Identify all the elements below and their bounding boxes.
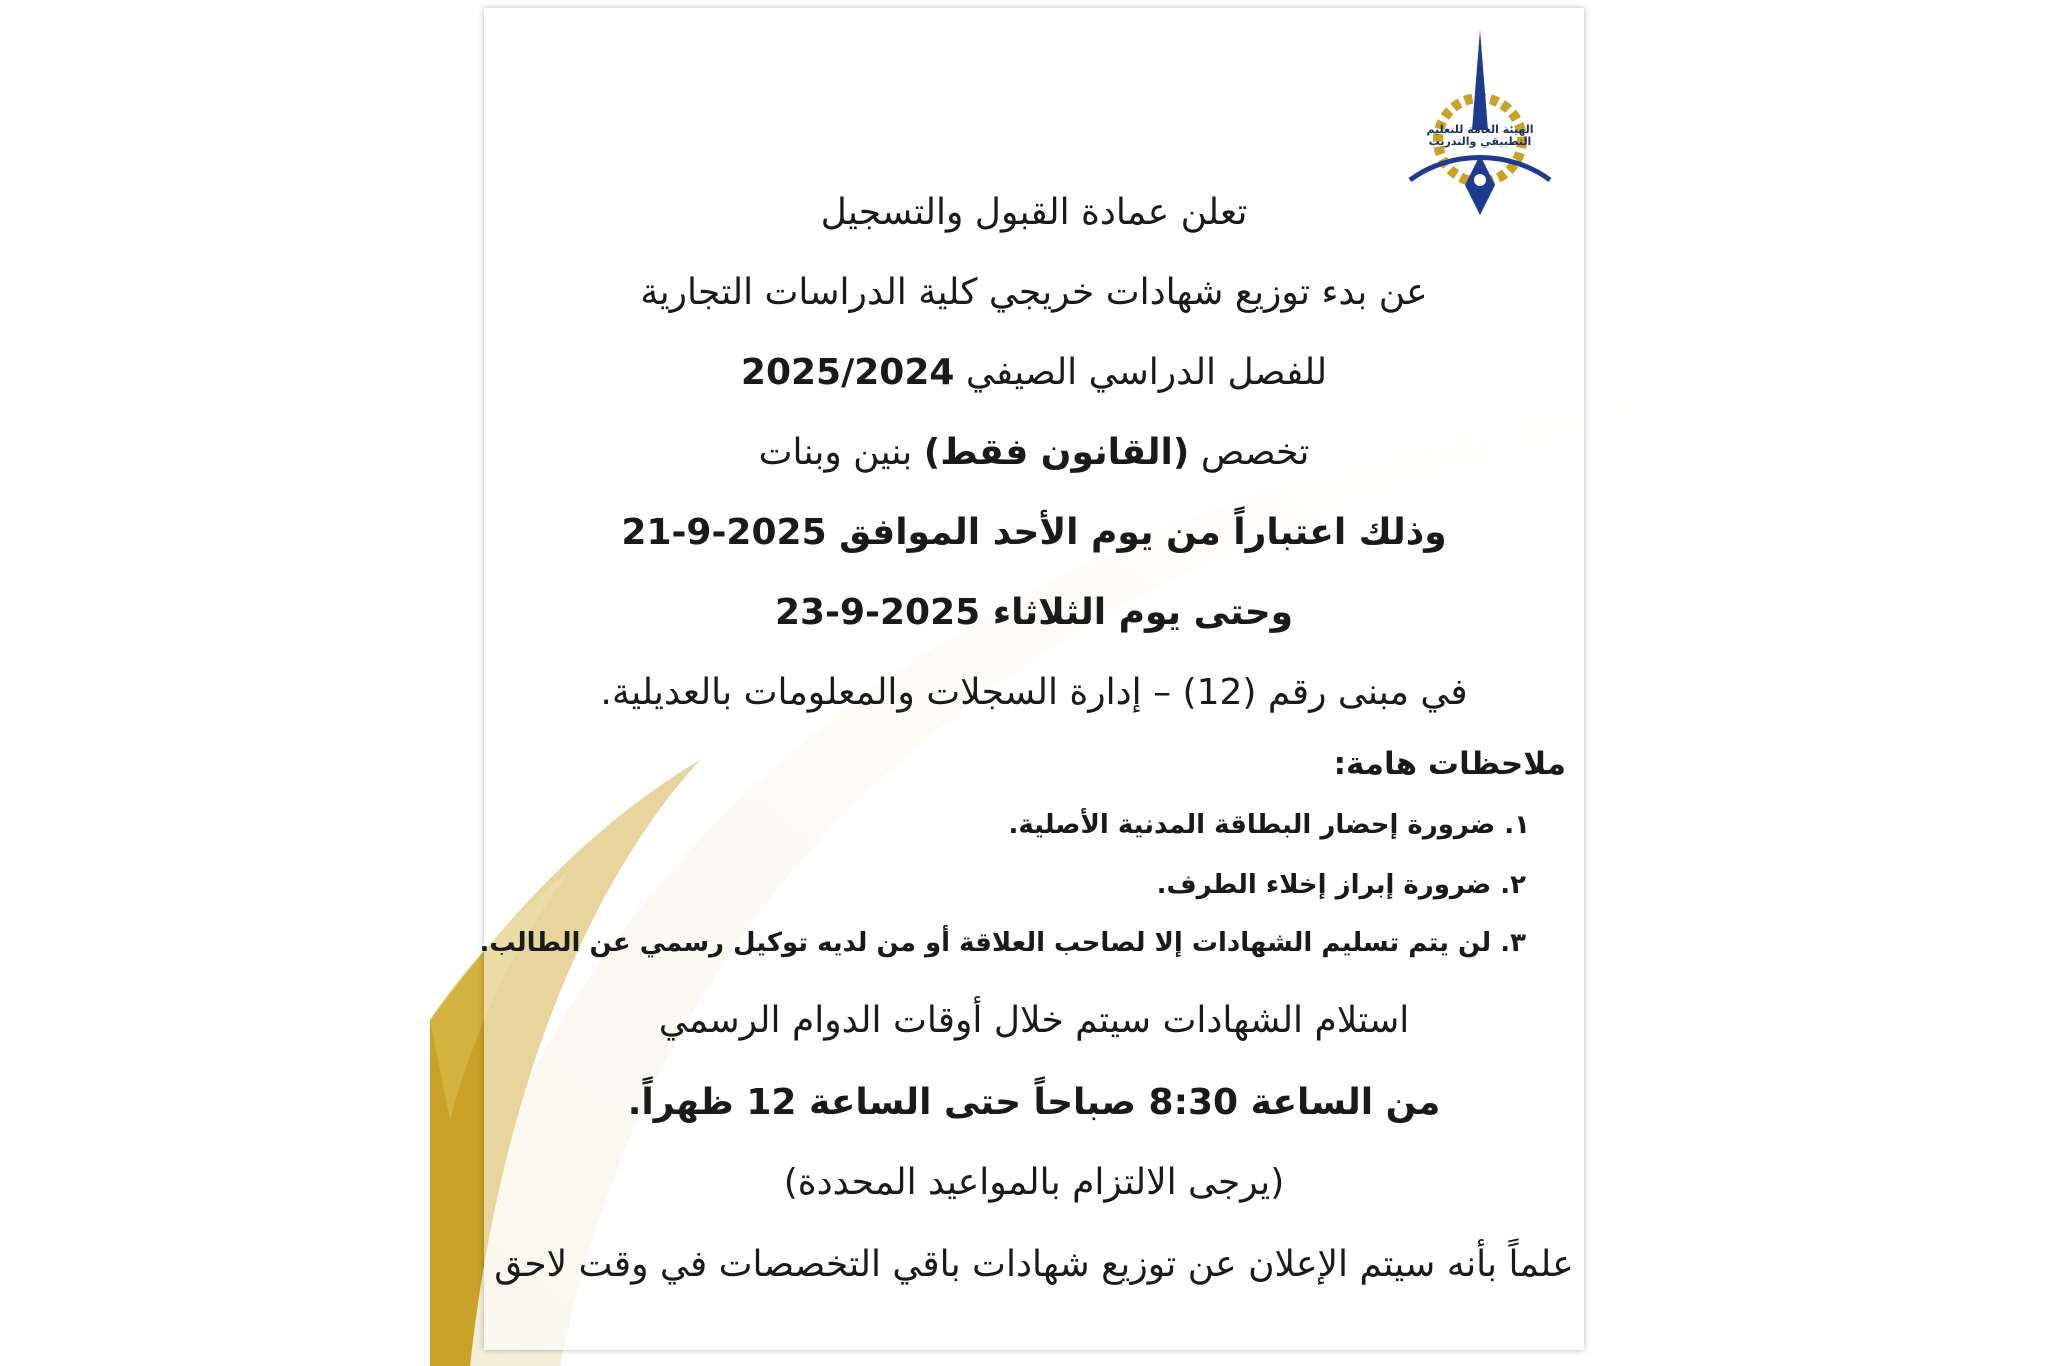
major-name: (القانون فقط)	[923, 432, 1190, 473]
start-date-text: وذلك اعتباراً من يوم الأحد الموافق	[839, 512, 1447, 553]
end-date: 23-9-2025	[774, 592, 981, 633]
hours-reminder: (يرجى الالتزام بالمواعيد المحددة)	[783, 1162, 1285, 1203]
major-prefix: تخصص	[1200, 432, 1310, 473]
semester-text: للفصل الدراسي الصيفي	[965, 352, 1328, 393]
location-line: في مبنى رقم (12) – إدارة السجلات والمعلومات بالعديلية.	[600, 672, 1468, 713]
announcement-subject: عن بدء توزيع شهادات خريجي كلية الدراسات التجارية	[640, 272, 1428, 313]
hours-intro: استلام الشهادات سيتم خلال أوقات الدوام الرسمي	[658, 1000, 1410, 1041]
major-line	[484, 432, 1584, 473]
note-item-3: ٣. لن يتم تسليم الشهادات إلا لصاحب العلاقة أو من لديه توكيل رسمي عن الطالب.	[479, 928, 1526, 958]
major-suffix: بنين وبنات	[758, 432, 913, 473]
future-announcement: علماً بأنه سيتم الإعلان عن توزيع شهادات باقي التخصصات في وقت لاحق	[494, 1244, 1574, 1285]
notes-title: ملاحظات هامة:	[1333, 746, 1566, 782]
end-date-text: وحتى يوم الثلاثاء	[992, 592, 1294, 633]
announcement-heading: تعلن عمادة القبول والتسجيل	[820, 192, 1248, 233]
hours-time: من الساعة 8:30 صباحاً حتى الساعة 12 ظهراً.	[627, 1082, 1441, 1123]
logo-text: الهيئة العامة للتعليم التطبيقي والتدريب	[1426, 123, 1534, 148]
note-item-2: ٢. ضرورة إبراز إخلاء الطرف.	[1156, 870, 1526, 900]
semester-line	[484, 352, 1584, 393]
start-date-line	[484, 512, 1584, 553]
note-item-1: ١. ضرورة إحضار البطاقة المدنية الأصلية.	[1008, 810, 1530, 840]
start-date: 21-9-2025	[621, 512, 827, 553]
academic-year: 2025/2024	[740, 352, 955, 393]
end-date-line	[484, 592, 1584, 633]
